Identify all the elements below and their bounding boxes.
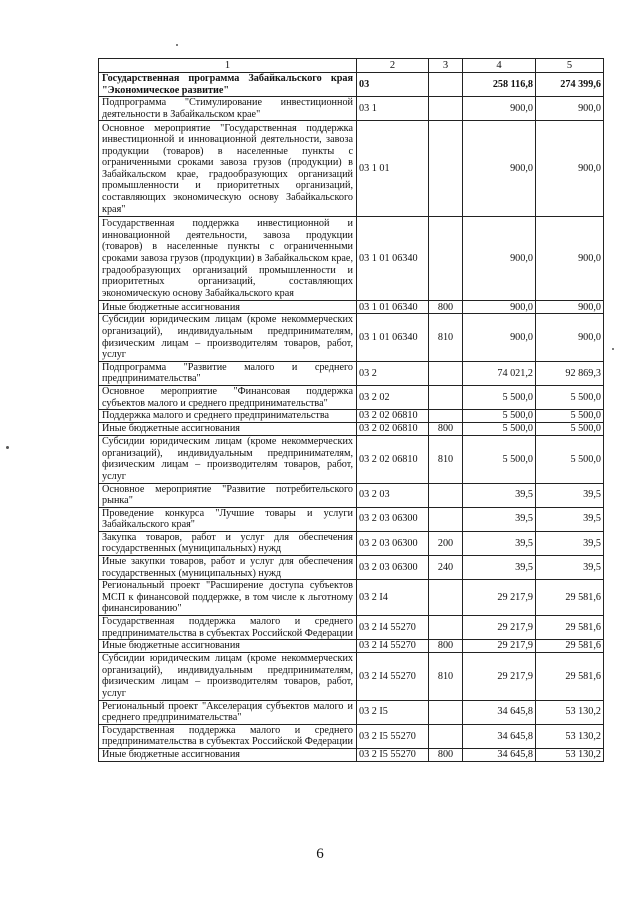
column-header-vr: 3 xyxy=(429,59,463,73)
row-name-cell: Поддержка малого и среднего предпринимательства xyxy=(99,410,357,423)
row-vr-cell xyxy=(429,483,463,507)
row-amount-2021-cell: 900,0 xyxy=(536,301,604,314)
row-vr-cell xyxy=(429,73,463,97)
table-row xyxy=(99,748,604,761)
table-row xyxy=(99,436,604,483)
row-vr-cell xyxy=(429,724,463,748)
row-name-cell: Субсидии юридическим лицам (кроме некоммерческих организаций), индивидуальным предпринимателям, физическим лицам – производителям товаров, работ, услуг xyxy=(99,653,357,700)
row-vr-cell: 810 xyxy=(429,653,463,700)
row-vr-cell xyxy=(429,507,463,531)
row-amount-2021-cell: 900,0 xyxy=(536,121,604,217)
row-name-cell: Основное мероприятие "Финансовая поддержка субъектов малого и среднего предпринимательства" xyxy=(99,385,357,409)
row-amount-2021-cell: 53 130,2 xyxy=(536,748,604,761)
row-vr-cell: 800 xyxy=(429,640,463,653)
row-csr-cell: 03 2 I4 55270 xyxy=(357,616,429,640)
row-name-cell: Субсидии юридическим лицам (кроме некоммерческих организаций), индивидуальным предпринимателям, физическим лицам – производителям товаров, работ, услуг xyxy=(99,314,357,361)
row-amount-2021-cell: 5 500,0 xyxy=(536,410,604,423)
row-amount-2020-cell: 900,0 xyxy=(463,217,536,301)
row-vr-cell xyxy=(429,121,463,217)
column-header-name: 1 xyxy=(99,59,357,73)
row-vr-cell xyxy=(429,217,463,301)
table-row xyxy=(99,616,604,640)
row-amount-2021-cell: 900,0 xyxy=(536,314,604,361)
row-amount-2020-cell: 29 217,9 xyxy=(463,616,536,640)
row-vr-cell: 810 xyxy=(429,314,463,361)
table-row xyxy=(99,556,604,580)
row-amount-2021-cell: 900,0 xyxy=(536,217,604,301)
row-name-cell: Проведение конкурса "Лучшие товары и услуги Забайкальского края" xyxy=(99,507,357,531)
row-name-cell: Иные бюджетные ассигнования xyxy=(99,748,357,761)
row-amount-2020-cell: 29 217,9 xyxy=(463,653,536,700)
row-amount-2020-cell: 39,5 xyxy=(463,483,536,507)
budget-table xyxy=(98,58,604,762)
row-csr-cell: 03 1 xyxy=(357,97,429,121)
row-csr-cell: 03 1 01 06340 xyxy=(357,217,429,301)
row-name-cell: Государственная программа Забайкальского края "Экономическое развитие" xyxy=(99,73,357,97)
row-name-cell: Закупка товаров, работ и услуг для обеспечения государственных (муниципальных) нужд xyxy=(99,531,357,555)
scan-speck xyxy=(176,44,178,46)
row-name-cell: Подпрограмма "Стимулирование инвестиционной деятельности в Забайкальском крае" xyxy=(99,97,357,121)
row-amount-2020-cell: 39,5 xyxy=(463,507,536,531)
row-amount-2021-cell: 5 500,0 xyxy=(536,436,604,483)
row-name-cell: Субсидии юридическим лицам (кроме некоммерческих организаций), индивидуальным предпринимателям, физическим лицам – производителям товаров, работ, услуг xyxy=(99,436,357,483)
row-csr-cell: 03 2 03 xyxy=(357,483,429,507)
row-name-cell: Иные бюджетные ассигнования xyxy=(99,423,357,436)
row-csr-cell: 03 1 01 xyxy=(357,121,429,217)
row-amount-2020-cell: 29 217,9 xyxy=(463,580,536,616)
row-name-cell: Подпрограмма "Развитие малого и среднего предпринимательства" xyxy=(99,361,357,385)
column-header-csr: 2 xyxy=(357,59,429,73)
row-name-cell: Региональный проект "Расширение доступа субъектов МСП к финансовой поддержке, в том числе к льготному финансированию" xyxy=(99,580,357,616)
row-name-cell: Иные бюджетные ассигнования xyxy=(99,301,357,314)
table-row xyxy=(99,314,604,361)
row-name-cell: Основное мероприятие "Государственная поддержка инвестиционной и инновационной деятельности, завоза продукции (товаров) в населенные пункты с ограниченными сроками завоза грузов (продукции) в Забайкальском крае, градообразующих организаций промышленности и приоритетных организаций, составляющих экономическую основу Забайкальского края" xyxy=(99,121,357,217)
row-csr-cell: 03 2 02 06810 xyxy=(357,436,429,483)
row-amount-2020-cell: 900,0 xyxy=(463,97,536,121)
row-name-cell: Основное мероприятие "Развитие потребительского рынка" xyxy=(99,483,357,507)
row-vr-cell xyxy=(429,385,463,409)
row-amount-2021-cell: 53 130,2 xyxy=(536,724,604,748)
row-amount-2020-cell: 5 500,0 xyxy=(463,423,536,436)
row-vr-cell xyxy=(429,361,463,385)
row-csr-cell: 03 2 03 06300 xyxy=(357,531,429,555)
row-csr-cell: 03 2 xyxy=(357,361,429,385)
row-vr-cell xyxy=(429,700,463,724)
column-header-2021: 5 xyxy=(536,59,604,73)
table-row xyxy=(99,97,604,121)
row-name-cell: Иные бюджетные ассигнования xyxy=(99,640,357,653)
column-header-2020: 4 xyxy=(463,59,536,73)
row-vr-cell xyxy=(429,97,463,121)
table-row xyxy=(99,580,604,616)
row-vr-cell: 800 xyxy=(429,423,463,436)
table-row xyxy=(99,385,604,409)
scan-speck xyxy=(612,348,614,350)
table-row xyxy=(99,724,604,748)
row-name-cell: Государственная поддержка малого и среднего предпринимательства в субъектах Российской Федерации xyxy=(99,616,357,640)
row-amount-2020-cell: 900,0 xyxy=(463,121,536,217)
row-amount-2021-cell: 29 581,6 xyxy=(536,640,604,653)
row-amount-2021-cell: 29 581,6 xyxy=(536,653,604,700)
row-csr-cell: 03 2 02 xyxy=(357,385,429,409)
row-amount-2020-cell: 900,0 xyxy=(463,314,536,361)
row-amount-2021-cell: 53 130,2 xyxy=(536,700,604,724)
row-amount-2021-cell: 39,5 xyxy=(536,531,604,555)
row-csr-cell: 03 1 01 06340 xyxy=(357,314,429,361)
table-row xyxy=(99,531,604,555)
table-row xyxy=(99,301,604,314)
row-vr-cell: 800 xyxy=(429,301,463,314)
row-csr-cell: 03 2 I4 xyxy=(357,580,429,616)
table-row xyxy=(99,410,604,423)
scan-speck xyxy=(6,446,9,449)
row-amount-2020-cell: 39,5 xyxy=(463,531,536,555)
table-body xyxy=(99,59,604,762)
row-csr-cell: 03 2 I4 55270 xyxy=(357,640,429,653)
row-name-cell: Государственная поддержка малого и среднего предпринимательства в субъектах Российской Федерации xyxy=(99,724,357,748)
table-row xyxy=(99,121,604,217)
table-row xyxy=(99,73,604,97)
row-amount-2021-cell: 900,0 xyxy=(536,97,604,121)
row-csr-cell: 03 2 02 06810 xyxy=(357,423,429,436)
row-amount-2020-cell: 74 021,2 xyxy=(463,361,536,385)
row-amount-2020-cell: 29 217,9 xyxy=(463,640,536,653)
row-vr-cell: 240 xyxy=(429,556,463,580)
table-row xyxy=(99,483,604,507)
table-row xyxy=(99,423,604,436)
row-vr-cell: 800 xyxy=(429,748,463,761)
row-amount-2020-cell: 39,5 xyxy=(463,556,536,580)
row-amount-2021-cell: 5 500,0 xyxy=(536,385,604,409)
row-amount-2021-cell: 39,5 xyxy=(536,507,604,531)
row-csr-cell: 03 2 03 06300 xyxy=(357,556,429,580)
table-row xyxy=(99,653,604,700)
row-amount-2021-cell: 274 399,6 xyxy=(536,73,604,97)
table-row xyxy=(99,217,604,301)
row-amount-2020-cell: 5 500,0 xyxy=(463,436,536,483)
row-vr-cell xyxy=(429,616,463,640)
row-amount-2021-cell: 92 869,3 xyxy=(536,361,604,385)
row-amount-2021-cell: 39,5 xyxy=(536,556,604,580)
row-amount-2020-cell: 258 116,8 xyxy=(463,73,536,97)
row-name-cell: Государственная поддержка инвестиционной и инновационной деятельности, завоза продукции (товаров) в населенные пункты с ограниченными сроками завоза грузов (продукции) в Забайкальском крае, градообразующих организаций промышленности и приоритетных организаций, составляющих экономическую основу Забайкальского края xyxy=(99,217,357,301)
row-vr-cell xyxy=(429,580,463,616)
table-row xyxy=(99,361,604,385)
row-amount-2020-cell: 5 500,0 xyxy=(463,410,536,423)
table-row xyxy=(99,507,604,531)
row-csr-cell: 03 2 I4 55270 xyxy=(357,653,429,700)
row-amount-2021-cell: 29 581,6 xyxy=(536,616,604,640)
row-csr-cell: 03 2 I5 55270 xyxy=(357,748,429,761)
table-row xyxy=(99,700,604,724)
row-vr-cell xyxy=(429,410,463,423)
row-amount-2021-cell: 5 500,0 xyxy=(536,423,604,436)
row-amount-2020-cell: 34 645,8 xyxy=(463,724,536,748)
row-amount-2021-cell: 39,5 xyxy=(536,483,604,507)
row-amount-2020-cell: 900,0 xyxy=(463,301,536,314)
row-name-cell: Региональный проект "Акселерация субъектов малого и среднего предпринимательства" xyxy=(99,700,357,724)
row-amount-2020-cell: 34 645,8 xyxy=(463,748,536,761)
row-name-cell: Иные закупки товаров, работ и услуг для обеспечения государственных (муниципальных) нужд xyxy=(99,556,357,580)
row-csr-cell: 03 1 01 06340 xyxy=(357,301,429,314)
row-csr-cell: 03 2 I5 55270 xyxy=(357,724,429,748)
row-csr-cell: 03 2 I5 xyxy=(357,700,429,724)
row-amount-2020-cell: 5 500,0 xyxy=(463,385,536,409)
row-amount-2021-cell: 29 581,6 xyxy=(536,580,604,616)
page-number: 6 xyxy=(316,846,324,862)
row-csr-cell: 03 xyxy=(357,73,429,97)
table-row xyxy=(99,640,604,653)
table-header-row xyxy=(99,59,604,73)
row-csr-cell: 03 2 02 06810 xyxy=(357,410,429,423)
row-csr-cell: 03 2 03 06300 xyxy=(357,507,429,531)
row-vr-cell: 810 xyxy=(429,436,463,483)
row-vr-cell: 200 xyxy=(429,531,463,555)
row-amount-2020-cell: 34 645,8 xyxy=(463,700,536,724)
